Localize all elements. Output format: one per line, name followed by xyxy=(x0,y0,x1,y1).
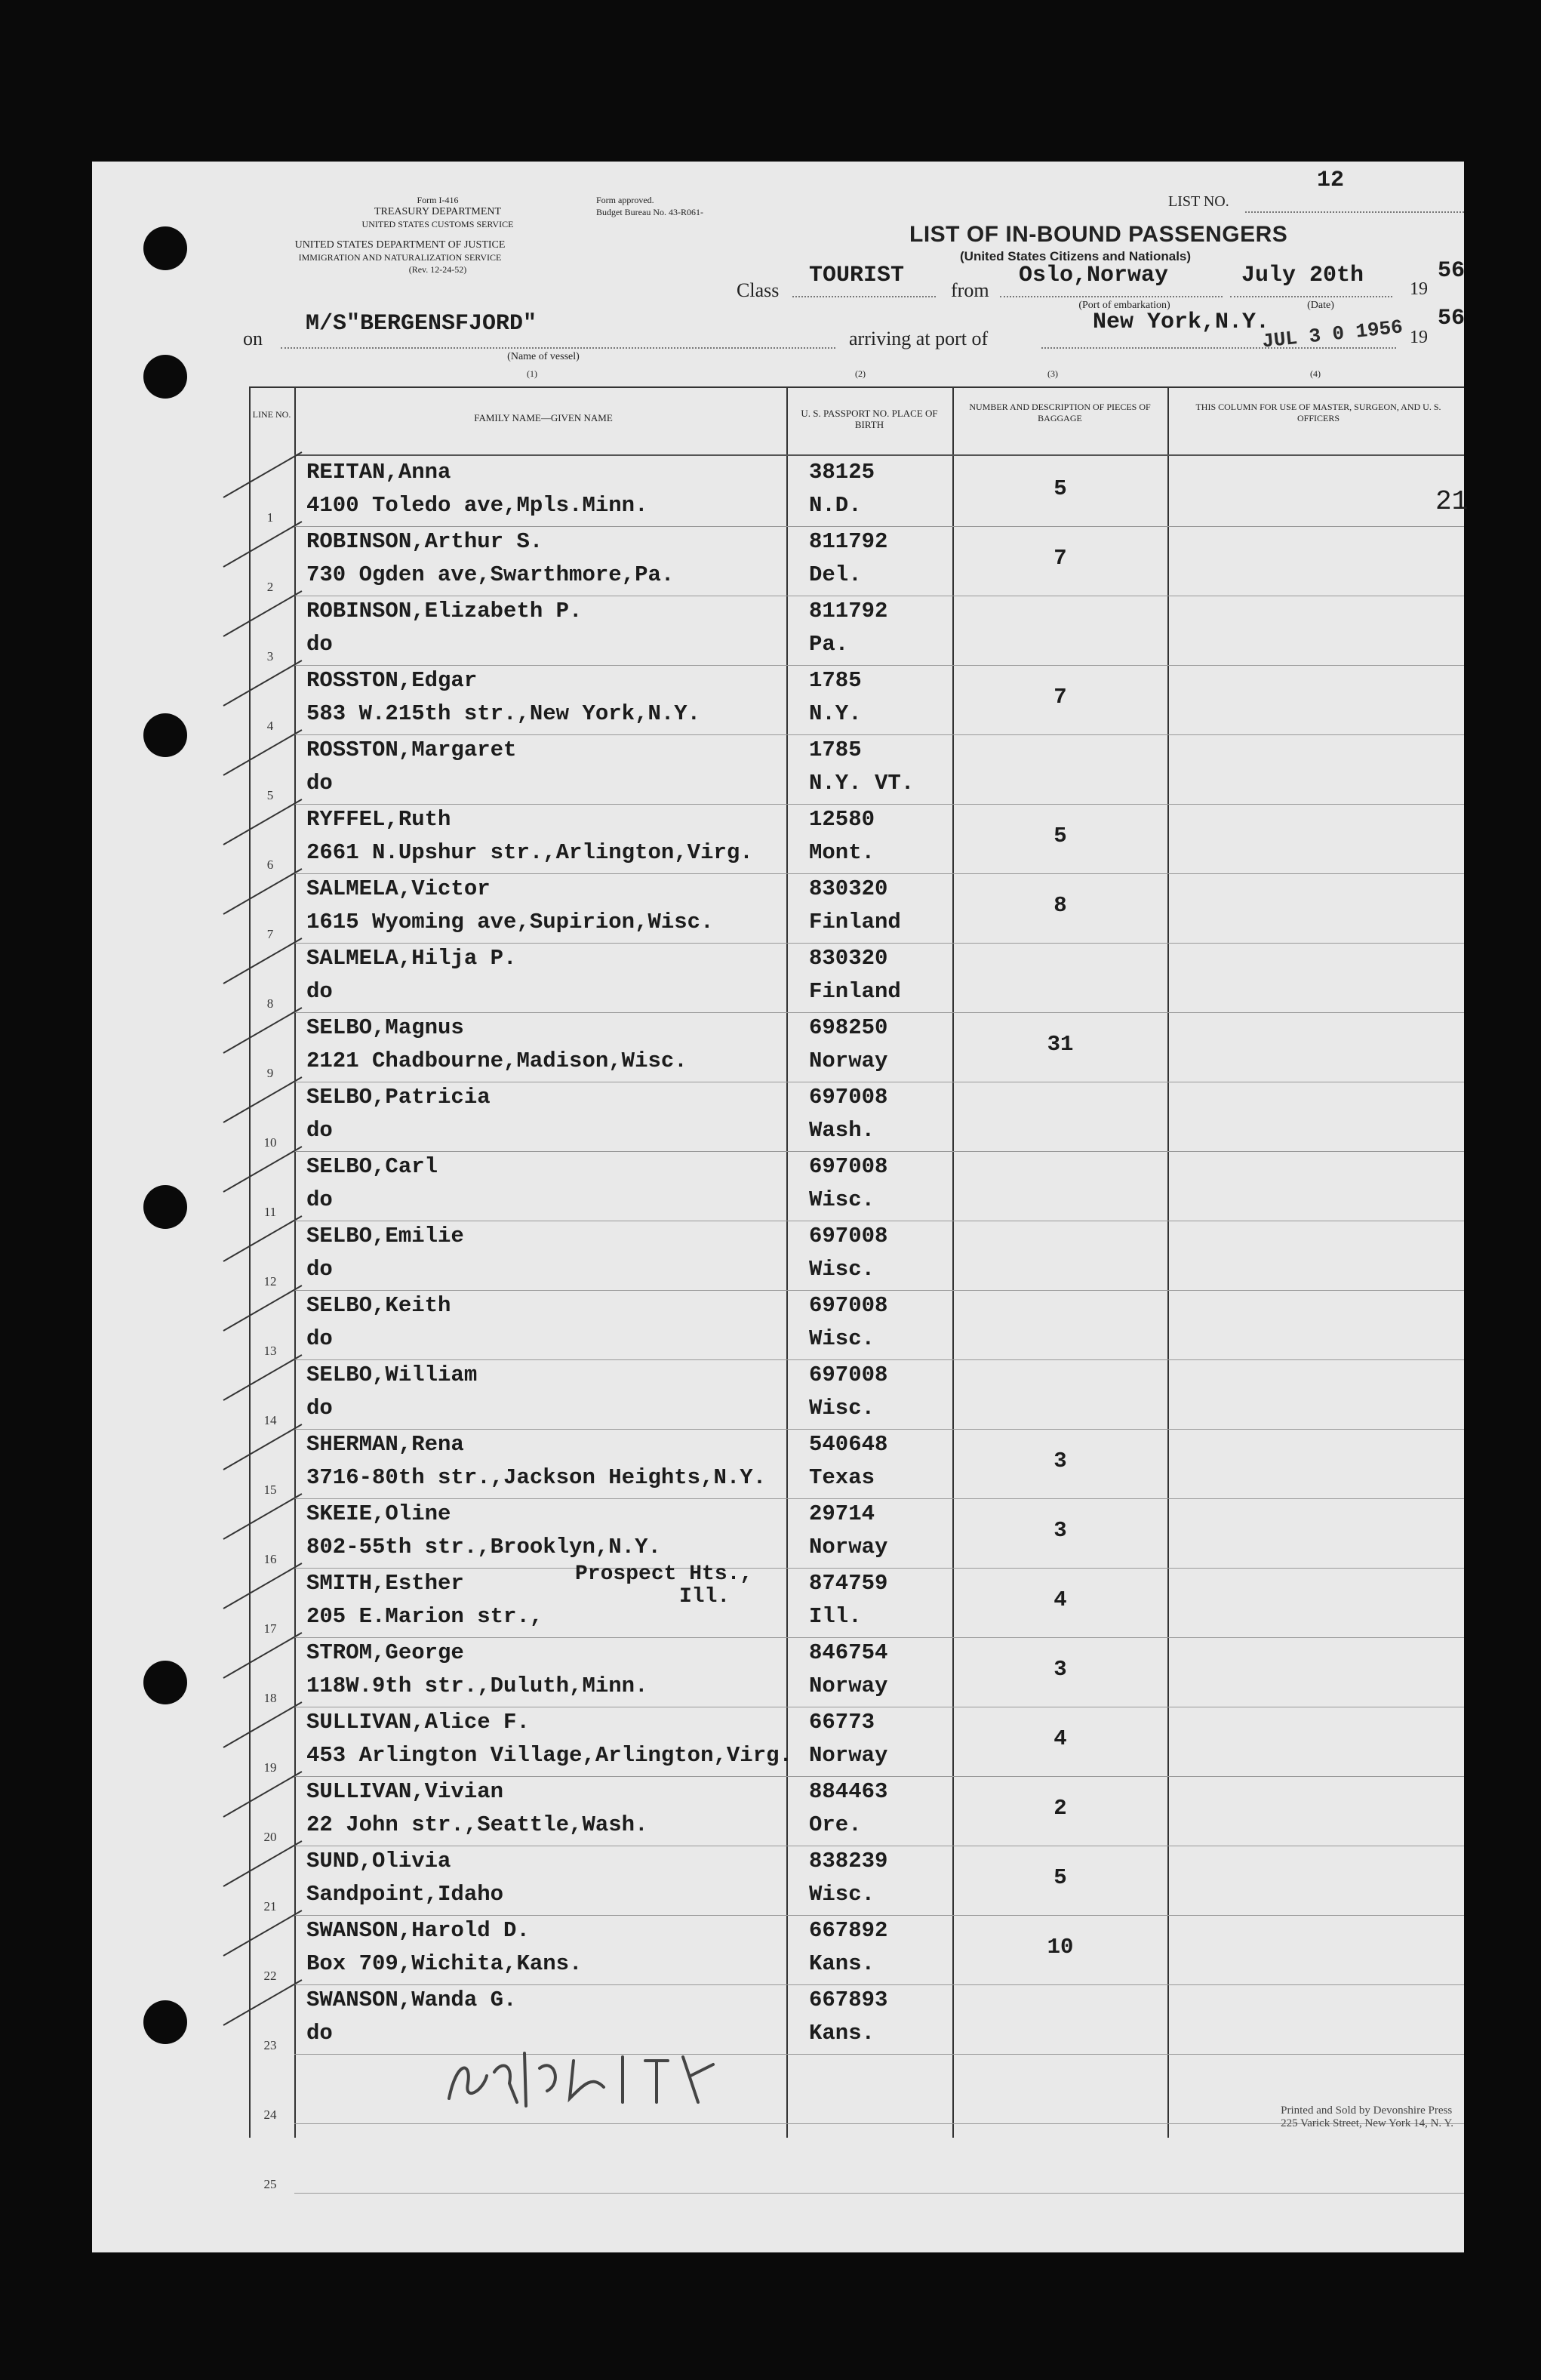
passenger-address: do xyxy=(306,1187,333,1212)
table-row xyxy=(249,1082,1464,1152)
passenger-address: 2121 Chadbourne,Madison,Wisc. xyxy=(306,1048,687,1073)
passenger-name: SHERMAN,Rena xyxy=(306,1432,464,1457)
place-of-birth: Ill. xyxy=(809,1604,862,1629)
year2-prefix: 19 xyxy=(1410,328,1428,347)
line-number: 18 xyxy=(263,1691,277,1705)
table-row xyxy=(249,805,1464,874)
list-no-dots xyxy=(1245,211,1464,213)
punch-hole xyxy=(143,355,187,399)
year-prefix: 19 xyxy=(1410,279,1428,299)
table-row xyxy=(249,1152,1464,1221)
date-dots xyxy=(1230,296,1392,297)
passenger-address: do xyxy=(306,979,333,1004)
table-row xyxy=(249,1221,1464,1291)
punch-hole xyxy=(143,2000,187,2044)
from-dots xyxy=(1000,296,1223,297)
passenger-address: 205 E.Marion str., xyxy=(306,1604,543,1629)
table-row xyxy=(249,1707,1464,1777)
place-of-birth: Texas xyxy=(809,1465,875,1490)
line-number: 23 xyxy=(263,2038,277,2052)
ins-service: IMMIGRATION AND NATURALIZATION SERVICE xyxy=(298,252,502,263)
place-of-birth: Wisc. xyxy=(809,1187,875,1212)
passport-number: 38125 xyxy=(809,460,875,485)
passenger-name: STROM,George xyxy=(306,1640,464,1665)
line-number: 11 xyxy=(263,1205,277,1219)
table-row xyxy=(249,1777,1464,1846)
table-row xyxy=(249,1638,1464,1707)
passport-number: 846754 xyxy=(809,1640,888,1665)
port-value: New York,N.Y. xyxy=(1093,309,1270,335)
place-of-birth: Norway xyxy=(809,1673,888,1698)
passport-number: 697008 xyxy=(809,1154,888,1179)
baggage-count: 3 xyxy=(1053,1518,1067,1543)
from-value: Oslo,Norway xyxy=(1019,263,1169,288)
caption-num-4: (4) xyxy=(1310,368,1321,379)
baggage-count: 7 xyxy=(1053,546,1067,571)
baggage-count: 5 xyxy=(1053,824,1067,848)
table-row xyxy=(249,735,1464,805)
line-number: 16 xyxy=(263,1552,277,1566)
place-of-birth: Norway xyxy=(809,1535,888,1559)
passenger-name: SWANSON,Wanda G. xyxy=(306,1987,517,2012)
caption-num-2: (2) xyxy=(855,368,866,379)
passport-number: 697008 xyxy=(809,1085,888,1110)
place-of-birth: Wisc. xyxy=(809,1326,875,1351)
passenger-name: ROBINSON,Arthur S. xyxy=(306,529,543,554)
passenger-address: do xyxy=(306,632,333,657)
passenger-address: 583 W.215th str.,New York,N.Y. xyxy=(306,701,701,726)
passport-number: 697008 xyxy=(809,1293,888,1318)
place-of-birth: N.Y. VT. xyxy=(809,771,915,796)
place-of-birth: Ore. xyxy=(809,1812,862,1837)
punch-hole xyxy=(143,226,187,270)
side-number: 21 xyxy=(1435,486,1469,517)
passport-number: 830320 xyxy=(809,946,888,971)
printer-imprint xyxy=(1281,2104,1453,2130)
place-of-birth: Finland xyxy=(809,910,901,934)
passport-number: 830320 xyxy=(809,876,888,901)
year-value: 56 xyxy=(1438,258,1466,284)
justice-dept: UNITED STATES DEPARTMENT OF JUSTICE xyxy=(294,239,506,251)
port-dots xyxy=(1041,347,1396,349)
passenger-address: do xyxy=(306,771,333,796)
form-number: Form I-416 xyxy=(417,195,459,205)
table-row xyxy=(249,596,1464,666)
arrival-stamp: JUL 3 0 1956 xyxy=(1260,316,1404,353)
line-number: 22 xyxy=(263,1969,277,1983)
passenger-name: SELBO,Carl xyxy=(306,1154,438,1179)
page-title: LIST OF IN-BOUND PASSENGERS xyxy=(909,222,1288,247)
passport-number: 811792 xyxy=(809,599,888,623)
line-number: 5 xyxy=(266,788,274,802)
date-value: July 20th xyxy=(1241,263,1364,288)
passport-number: 874759 xyxy=(809,1571,888,1596)
passport-number: 667893 xyxy=(809,1987,888,2012)
line-number: 9 xyxy=(266,1066,274,1080)
baggage-count: 4 xyxy=(1053,1587,1067,1612)
line-number: 15 xyxy=(263,1482,277,1497)
customs-service: UNITED STATES CUSTOMS SERVICE xyxy=(361,219,514,229)
passenger-name: SUND,Olivia xyxy=(306,1849,451,1874)
passenger-name: SULLIVAN,Vivian xyxy=(306,1779,504,1804)
passenger-address: 453 Arlington Village,Arlington,Virg. xyxy=(306,1743,792,1768)
passenger-table xyxy=(249,386,1464,2191)
baggage-count: 3 xyxy=(1053,1657,1067,1682)
table-header-line xyxy=(294,454,1464,456)
passenger-address: do xyxy=(306,1326,333,1351)
vessel-caption: (Name of vessel) xyxy=(507,351,580,362)
vessel-value: M/S"BERGENSFJORD" xyxy=(306,311,537,337)
baggage-count: 4 xyxy=(1053,1726,1067,1751)
place-of-birth: Wisc. xyxy=(809,1396,875,1421)
place-of-birth: Pa. xyxy=(809,632,849,657)
line-number: 2 xyxy=(266,580,274,594)
list-no-value: 12 xyxy=(1317,168,1345,193)
line-number: 17 xyxy=(263,1621,277,1636)
revision: (Rev. 12-24-52) xyxy=(408,264,467,275)
col-header-baggage: NUMBER AND DESCRIPTION OF PIECES OF BAGGAGE xyxy=(969,402,1151,423)
table-row xyxy=(249,874,1464,944)
passport-number: 29714 xyxy=(809,1501,875,1526)
col-header-line-no: LINE NO. xyxy=(252,409,291,420)
passport-number: 697008 xyxy=(809,1224,888,1248)
passenger-name: ROSSTON,Margaret xyxy=(306,737,517,762)
printer-line-2: 225 Varick Street, New York 14, N. Y. xyxy=(1281,2117,1453,2129)
passenger-address: Box 709,Wichita,Kans. xyxy=(306,1951,583,1976)
table-row xyxy=(249,1013,1464,1082)
passenger-address: do xyxy=(306,1118,333,1143)
line-number: 6 xyxy=(266,857,274,872)
baggage-count: 8 xyxy=(1053,893,1067,918)
caption-num-3: (3) xyxy=(1047,368,1058,379)
passenger-name: SELBO,Keith xyxy=(306,1293,451,1318)
passenger-name: SKEIE,Oline xyxy=(306,1501,451,1526)
passport-number: 12580 xyxy=(809,807,875,832)
passenger-name: REITAN,Anna xyxy=(306,460,451,485)
place-of-birth: Norway xyxy=(809,1048,888,1073)
passenger-name: SELBO,Patricia xyxy=(306,1085,491,1110)
passport-number: 838239 xyxy=(809,1849,888,1874)
table-row xyxy=(249,666,1464,735)
list-no-label: LIST NO. xyxy=(1168,193,1229,210)
place-of-birth: Finland xyxy=(809,979,901,1004)
from-label: from xyxy=(951,279,989,301)
punch-hole xyxy=(143,713,187,757)
baggage-count: 7 xyxy=(1053,685,1067,710)
passenger-address: 22 John str.,Seattle,Wash. xyxy=(306,1812,648,1837)
baggage-count: 10 xyxy=(1047,1935,1074,1960)
baggage-count: 31 xyxy=(1047,1032,1074,1057)
passenger-address: 730 Ogden ave,Swarthmore,Pa. xyxy=(306,562,675,587)
table-row xyxy=(249,1360,1464,1430)
passport-number: 697008 xyxy=(809,1362,888,1387)
passenger-address: 4100 Toledo ave,Mpls.Minn. xyxy=(306,493,648,518)
passenger-name: ROSSTON,Edgar xyxy=(306,668,478,693)
place-of-birth: Norway xyxy=(809,1743,888,1768)
punch-hole xyxy=(143,1185,187,1229)
passenger-name: SELBO,Emilie xyxy=(306,1224,464,1248)
line-number: 3 xyxy=(266,649,274,664)
table-row xyxy=(249,1916,1464,1985)
col-header-officers: THIS COLUMN FOR USE OF MASTER, SURGEON, AND U. S. OFFICERS xyxy=(1195,402,1441,423)
passenger-name: SELBO,William xyxy=(306,1362,478,1387)
passenger-name: SWANSON,Harold D. xyxy=(306,1918,530,1943)
line-number: 25 xyxy=(263,2177,277,2191)
caption-num-1: (1) xyxy=(527,368,537,379)
passenger-address: do xyxy=(306,2021,333,2046)
smith-note-2: Ill. xyxy=(679,1585,731,1609)
passenger-address: Sandpoint,Idaho xyxy=(306,1882,504,1907)
passenger-address: 2661 N.Upshur str.,Arlington,Virg. xyxy=(306,840,753,865)
passenger-address: 118W.9th str.,Duluth,Minn. xyxy=(306,1673,648,1698)
line-number: 7 xyxy=(266,927,274,941)
table-row xyxy=(249,1291,1464,1360)
table-row xyxy=(249,457,1464,527)
table-row xyxy=(249,2124,1464,2194)
line-number: 24 xyxy=(263,2108,277,2122)
line-number: 1 xyxy=(266,510,274,525)
table-row xyxy=(249,1499,1464,1569)
form-approved: Form approved. xyxy=(596,195,654,205)
table-row xyxy=(249,1569,1464,1638)
place-of-birth: Wash. xyxy=(809,1118,875,1143)
table-row xyxy=(249,1430,1464,1499)
place-of-birth: Kans. xyxy=(809,1951,875,1976)
passport-number: 698250 xyxy=(809,1015,888,1040)
place-of-birth: N.D. xyxy=(809,493,862,518)
place-of-birth: Kans. xyxy=(809,2021,875,2046)
passport-number: 1785 xyxy=(809,668,862,693)
class-dots xyxy=(792,296,936,297)
passenger-address: 1615 Wyoming ave,Supirion,Wisc. xyxy=(306,910,714,934)
table-row xyxy=(249,1846,1464,1916)
passport-number: 66773 xyxy=(809,1710,875,1735)
line-number: 8 xyxy=(266,996,274,1011)
passenger-address: do xyxy=(306,1257,333,1282)
table-row xyxy=(249,944,1464,1013)
line-number: 14 xyxy=(263,1413,277,1427)
passenger-name: SALMELA,Hilja P. xyxy=(306,946,517,971)
class-label: Class xyxy=(737,279,780,301)
line-number: 4 xyxy=(266,719,274,733)
row-divider xyxy=(294,2193,1464,2194)
col-header-name: FAMILY NAME—GIVEN NAME xyxy=(474,412,613,423)
passenger-address: 3716-80th str.,Jackson Heights,N.Y. xyxy=(306,1465,767,1490)
place-of-birth: Mont. xyxy=(809,840,875,865)
passport-number: 884463 xyxy=(809,1779,888,1804)
passenger-name: SALMELA,Victor xyxy=(306,876,491,901)
page-subtitle: (United States Citizens and Nationals) xyxy=(960,249,1192,263)
class-value: TOURIST xyxy=(809,263,905,288)
smith-note-1: Prospect Hts., xyxy=(575,1563,753,1586)
line-number: 20 xyxy=(263,1830,277,1844)
col-header-passport: U. S. PASSPORT NO. PLACE OF BIRTH xyxy=(801,408,938,430)
place-of-birth: Wisc. xyxy=(809,1257,875,1282)
treasury-dept: TREASURY DEPARTMENT xyxy=(374,206,502,217)
place-of-birth: Wisc. xyxy=(809,1882,875,1907)
line-number: 19 xyxy=(263,1760,277,1775)
on-label: on xyxy=(243,328,263,349)
passport-number: 667892 xyxy=(809,1918,888,1943)
vessel-dots xyxy=(281,347,835,349)
baggage-count: 5 xyxy=(1053,476,1067,501)
passport-number: 1785 xyxy=(809,737,862,762)
baggage-count: 2 xyxy=(1053,1796,1067,1821)
table-row xyxy=(249,527,1464,596)
passenger-address: 802-55th str.,Brooklyn,N.Y. xyxy=(306,1535,661,1559)
budget-bureau: Budget Bureau No. 43-R061- xyxy=(596,207,703,217)
passport-number: 540648 xyxy=(809,1432,888,1457)
date-caption: (Date) xyxy=(1307,300,1334,311)
arriving-label: arriving at port of xyxy=(849,328,989,349)
table-row xyxy=(249,1985,1464,2055)
line-number: 13 xyxy=(263,1344,277,1358)
punch-hole xyxy=(143,1661,187,1704)
passenger-name: RYFFEL,Ruth xyxy=(306,807,451,832)
passenger-address: do xyxy=(306,1396,333,1421)
place-of-birth: Del. xyxy=(809,562,862,587)
passenger-name: SMITH,Esther xyxy=(306,1571,464,1596)
handwritten-signature xyxy=(441,2031,766,2114)
embark-caption: (Port of embarkation) xyxy=(1078,300,1170,311)
baggage-count: 3 xyxy=(1053,1449,1067,1473)
line-number: 10 xyxy=(263,1135,277,1150)
table-top-line xyxy=(249,386,1464,388)
baggage-count: 5 xyxy=(1053,1865,1067,1890)
passport-number: 811792 xyxy=(809,529,888,554)
line-number: 12 xyxy=(263,1274,277,1289)
year2-value: 56 xyxy=(1438,306,1466,331)
place-of-birth: N.Y. xyxy=(809,701,862,726)
passenger-name: SULLIVAN,Alice F. xyxy=(306,1710,530,1735)
passenger-name: ROBINSON,Elizabeth P. xyxy=(306,599,583,623)
printer-line-1: Printed and Sold by Devonshire Press xyxy=(1281,2104,1453,2117)
passenger-name: SELBO,Magnus xyxy=(306,1015,464,1040)
line-number: 21 xyxy=(263,1899,277,1914)
